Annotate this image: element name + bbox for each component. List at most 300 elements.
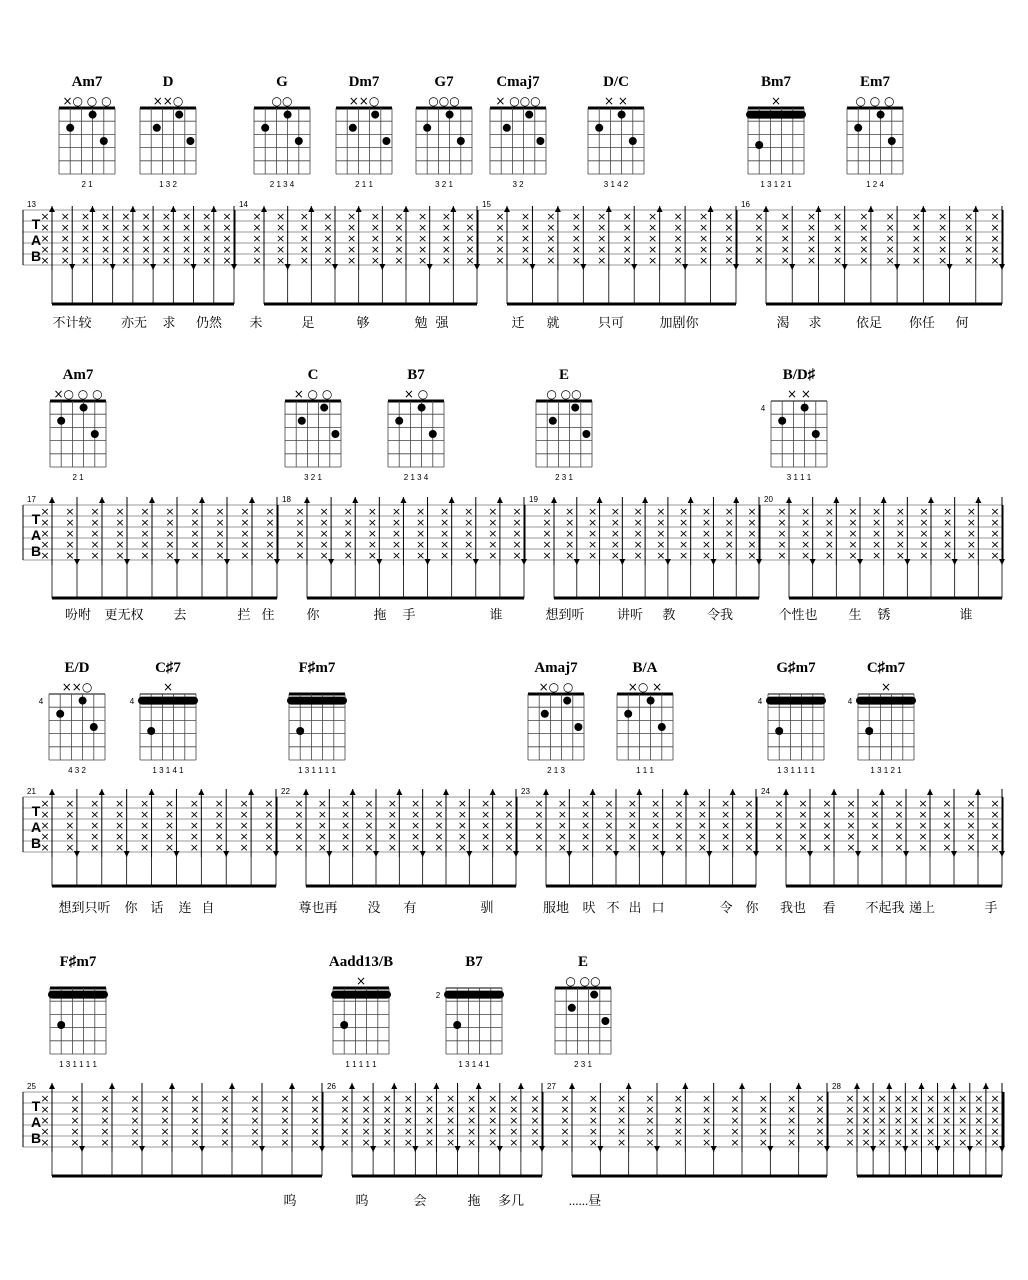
arrow-head — [49, 497, 55, 503]
note-x: × — [747, 516, 757, 529]
note-x: × — [724, 254, 734, 267]
note-x: × — [679, 516, 689, 529]
finger-dot — [457, 137, 465, 145]
note-x: × — [530, 1103, 540, 1116]
string-marks: ○ ○ ○ — [855, 94, 895, 108]
arrow-head — [455, 1146, 461, 1152]
note-x: × — [189, 808, 199, 821]
note-x: × — [343, 549, 353, 562]
note-x: × — [560, 1125, 570, 1138]
barre-bar — [766, 697, 826, 705]
chord-diagram — [847, 74, 903, 189]
note-x: × — [323, 221, 333, 234]
note-x: × — [846, 830, 856, 843]
note-x: × — [610, 538, 620, 551]
note-x: × — [181, 210, 192, 223]
measure-number: 26 — [327, 1082, 336, 1091]
note-x: × — [340, 1092, 350, 1105]
arrow-head — [69, 264, 75, 270]
note-x: × — [121, 232, 131, 245]
strum-note — [295, 497, 310, 598]
arrow-head — [879, 789, 885, 795]
note-x: × — [846, 808, 856, 821]
lyric-syllable: 何 — [955, 315, 969, 330]
arrow-head — [231, 264, 237, 270]
system-2 — [23, 367, 1005, 622]
note-x: × — [370, 210, 380, 223]
note-x: × — [445, 1114, 456, 1127]
note-x: × — [622, 221, 632, 234]
note-x: × — [90, 808, 100, 821]
arrow-head — [613, 851, 619, 857]
lyric-syllable: 未 — [249, 315, 263, 330]
note-x: × — [747, 527, 757, 540]
arrow-head — [711, 1146, 717, 1152]
note-x: × — [100, 1114, 110, 1127]
arrow-head — [767, 1146, 773, 1152]
note-x: × — [60, 221, 70, 234]
strum-note — [774, 789, 789, 886]
strum-note — [634, 497, 649, 598]
note-x: × — [787, 1114, 797, 1127]
finger-dot — [536, 137, 544, 145]
note-x: × — [115, 841, 125, 854]
note-x: × — [295, 549, 305, 562]
note-x: × — [70, 1103, 80, 1116]
note-x: × — [942, 841, 952, 854]
note-x: × — [919, 516, 929, 529]
chord-diagram — [388, 367, 444, 482]
strum-note — [759, 1083, 774, 1176]
note-x: × — [702, 1136, 712, 1149]
arrow-head — [824, 1146, 830, 1152]
strum-note — [90, 497, 105, 598]
lyric-syllable: 会 — [413, 1193, 427, 1208]
measure-number: 23 — [521, 787, 530, 796]
finger-dot — [382, 137, 390, 145]
finger-dot — [91, 430, 99, 438]
arrow-head — [370, 1146, 376, 1152]
arrow-head — [49, 789, 55, 795]
lyrics-line — [283, 1193, 601, 1208]
note-x: × — [990, 243, 1000, 256]
tab-clef-letter: A — [30, 527, 42, 543]
note-x: × — [895, 538, 905, 551]
note-x: × — [467, 1092, 477, 1105]
note-x: × — [774, 841, 784, 854]
note-x: × — [974, 1114, 984, 1127]
arrow-head — [174, 559, 180, 565]
note-x: × — [488, 1103, 498, 1116]
lyric-syllable: 驯 — [480, 900, 494, 915]
finger-dot — [423, 124, 431, 132]
arrow-head — [590, 789, 596, 795]
note-x: × — [367, 516, 377, 529]
tab-clef-letter: T — [31, 216, 41, 232]
arrow-head — [894, 264, 900, 270]
arrow-head — [683, 789, 689, 795]
note-x: × — [893, 1103, 903, 1116]
lyric-syllable: 呜 — [355, 1193, 369, 1208]
note-x: × — [215, 538, 225, 551]
arrow-head — [427, 264, 433, 270]
note-x: × — [189, 830, 199, 843]
arrow-head — [868, 206, 874, 212]
note-x: × — [264, 819, 274, 832]
note-x: × — [347, 221, 357, 234]
note-x: × — [40, 254, 50, 267]
note-x: × — [214, 797, 224, 810]
note-x: × — [565, 527, 575, 540]
note-x: × — [139, 819, 150, 832]
note-x: × — [571, 221, 581, 234]
measure-number: 22 — [281, 787, 290, 796]
note-x: × — [367, 527, 377, 540]
note-x: × — [250, 1125, 260, 1138]
arrow-head — [665, 559, 671, 565]
note-x: × — [504, 830, 514, 843]
note-x: × — [467, 1103, 477, 1116]
fingering-numbers: 3 2 1 — [435, 180, 453, 189]
string-marks: ○○○ — [428, 94, 460, 108]
note-x: × — [40, 527, 50, 540]
arrow-head — [350, 789, 356, 795]
note-x: × — [702, 1114, 712, 1127]
lyric-syllable: 没 — [367, 900, 381, 915]
note-x: × — [464, 549, 474, 562]
fingering-numbers: 1 3 1 1 1 1 — [298, 766, 336, 775]
note-x: × — [310, 1125, 320, 1138]
note-x: × — [571, 254, 581, 267]
arrow-head — [857, 559, 863, 565]
arrow-head — [74, 559, 80, 565]
note-x: × — [361, 1136, 371, 1149]
note-x: × — [464, 505, 474, 518]
note-x: × — [343, 516, 353, 529]
note-x: × — [299, 254, 309, 267]
note-x: × — [214, 841, 224, 854]
strum-note — [388, 789, 403, 886]
barre-bar — [331, 991, 391, 999]
finger-dot — [618, 111, 626, 119]
chord-name: G — [276, 74, 288, 90]
note-x: × — [440, 527, 450, 540]
note-x: × — [457, 797, 467, 810]
finger-dot — [66, 124, 74, 132]
note-x: × — [966, 830, 976, 843]
fret-number: 4 — [847, 697, 853, 706]
note-x: × — [645, 1136, 655, 1149]
string-marks: ○ ○○ — [546, 387, 582, 401]
note-x: × — [990, 1125, 1000, 1138]
barre-bar — [746, 111, 806, 119]
chord-name: C♯m7 — [866, 660, 906, 676]
strum-note — [115, 497, 130, 598]
note-x: × — [530, 1092, 540, 1105]
finger-dot — [57, 1021, 65, 1029]
note-x: × — [645, 1114, 655, 1127]
note-x: × — [115, 516, 125, 529]
note-x: × — [674, 808, 684, 821]
note-x: × — [90, 505, 100, 518]
arrow-head — [708, 206, 714, 212]
arrow-head — [403, 206, 409, 212]
arrow-head — [149, 789, 155, 795]
note-x: × — [40, 232, 50, 245]
note-x: × — [488, 538, 498, 551]
note-x: × — [440, 538, 450, 551]
note-x: × — [942, 1103, 952, 1116]
note-x: × — [347, 232, 357, 245]
note-x: × — [893, 1125, 903, 1138]
note-x: × — [990, 505, 1000, 518]
note-x: × — [40, 1114, 50, 1127]
note-x: × — [943, 505, 953, 518]
fingering-numbers: 3 1 1 1 — [786, 473, 812, 482]
note-x: × — [100, 1092, 110, 1105]
note-x: × — [557, 797, 567, 810]
note-x: × — [894, 808, 904, 821]
note-x: × — [990, 797, 1000, 810]
note-x: × — [418, 254, 428, 267]
finger-dot — [658, 723, 666, 731]
note-x: × — [434, 819, 444, 832]
note-x: × — [202, 254, 212, 267]
system-3 — [23, 660, 1005, 915]
chord-diagram — [416, 74, 472, 189]
note-x: × — [310, 1103, 320, 1116]
note-x: × — [702, 1092, 712, 1105]
note-x: × — [40, 1125, 50, 1138]
note-x: × — [387, 830, 397, 843]
note-x: × — [861, 1114, 871, 1127]
arrow-head — [139, 1146, 145, 1152]
note-x: × — [141, 221, 151, 234]
note-x: × — [509, 1114, 519, 1127]
fingering-numbers: 2 1 3 4 — [403, 473, 429, 482]
note-x: × — [65, 505, 75, 518]
note-x: × — [597, 210, 607, 223]
fret-number: 4 — [129, 697, 135, 706]
note-x: × — [651, 797, 661, 810]
note-x: × — [780, 210, 790, 223]
strum-note — [848, 497, 863, 598]
note-x: × — [141, 243, 151, 256]
finger-dot — [429, 430, 437, 438]
note-x: × — [872, 538, 882, 551]
note-x: × — [424, 1114, 435, 1127]
string-marks: ×○ ○ — [538, 680, 574, 694]
note-x: × — [387, 819, 397, 832]
note-x: × — [424, 1125, 435, 1138]
note-x: × — [90, 797, 100, 810]
arrow-head — [74, 851, 80, 857]
note-x: × — [403, 1092, 413, 1105]
note-x: × — [90, 538, 100, 551]
note-x: × — [730, 1092, 740, 1105]
note-x: × — [160, 1114, 170, 1127]
note-x: × — [441, 210, 451, 223]
arrow-head — [476, 1083, 482, 1089]
note-x: × — [534, 797, 544, 810]
note-x: × — [161, 243, 171, 256]
note-x: × — [364, 819, 374, 832]
note-x: × — [220, 1125, 230, 1138]
note-x: × — [364, 808, 374, 821]
note-x: × — [140, 505, 150, 518]
tab-staff — [23, 200, 1005, 304]
note-x: × — [90, 516, 100, 529]
fingering-numbers: 1 3 1 4 1 — [458, 1060, 490, 1069]
strum-note — [440, 497, 455, 598]
note-x: × — [40, 808, 50, 821]
fingering-numbers: 3 2 1 — [304, 473, 322, 482]
strum-note — [974, 1083, 989, 1176]
note-x: × — [101, 254, 111, 267]
note-x: × — [542, 527, 552, 540]
note-x: × — [990, 527, 1000, 540]
note-x: × — [160, 1092, 170, 1105]
arrow-head — [373, 851, 379, 857]
note-x: × — [627, 841, 637, 854]
note-x: × — [801, 527, 811, 540]
chord-name: B/A — [632, 660, 658, 676]
finger-dot — [90, 723, 98, 731]
note-x: × — [622, 254, 632, 267]
note-x: × — [581, 819, 591, 832]
note-x: × — [190, 505, 200, 518]
note-x: × — [115, 549, 125, 562]
note-x: × — [724, 243, 734, 256]
lyric-syllable: 尊也再 — [298, 900, 338, 915]
finger-dot — [147, 727, 155, 735]
note-x: × — [40, 819, 50, 832]
note-x: × — [587, 527, 598, 540]
note-x: × — [415, 527, 426, 540]
note-x: × — [434, 830, 444, 843]
note-x: × — [488, 1136, 498, 1149]
note-x: × — [161, 232, 171, 245]
note-x: × — [394, 221, 404, 234]
note-x: × — [140, 538, 150, 551]
note-x: × — [319, 516, 329, 529]
note-x: × — [674, 819, 684, 832]
note-x: × — [100, 1103, 110, 1116]
note-x: × — [80, 254, 91, 267]
note-x: × — [937, 243, 948, 256]
note-x: × — [604, 797, 614, 810]
strum-note — [896, 497, 911, 598]
arrow-head — [274, 559, 280, 565]
measure-number: 25 — [27, 1082, 36, 1091]
finger-dot — [854, 124, 862, 132]
note-x: × — [895, 527, 905, 540]
note-x: × — [546, 221, 556, 234]
note-x: × — [411, 841, 421, 854]
note-x: × — [264, 841, 274, 854]
chord-diagram — [588, 74, 644, 189]
note-x: × — [299, 210, 309, 223]
note-x: × — [139, 797, 150, 810]
note-x: × — [343, 505, 353, 518]
note-x: × — [744, 830, 754, 843]
chord-diagram — [848, 660, 916, 775]
note-x: × — [633, 549, 643, 562]
note-x: × — [747, 538, 757, 551]
note-x: × — [509, 1092, 519, 1105]
arrow-head — [109, 1083, 115, 1089]
arrow-head — [642, 497, 648, 503]
note-x: × — [457, 808, 467, 821]
note-x: × — [40, 210, 50, 223]
arrow-head — [450, 206, 456, 212]
note-x: × — [60, 254, 70, 267]
note-x: × — [495, 221, 505, 234]
lyric-syllable: 服地 — [542, 900, 570, 915]
note-x: × — [252, 254, 262, 267]
note-x: × — [161, 254, 171, 267]
note-x: × — [424, 1092, 435, 1105]
note-x: × — [239, 797, 249, 810]
note-x: × — [966, 516, 976, 529]
chord-name: C♯7 — [155, 660, 181, 676]
arrow-head — [682, 264, 688, 270]
note-x: × — [697, 797, 707, 810]
note-x: × — [504, 819, 514, 832]
note-x: × — [239, 819, 249, 832]
note-x: × — [319, 549, 329, 562]
arrow-head — [636, 789, 642, 795]
string-marks: × ○○○ — [495, 94, 541, 108]
note-x: × — [139, 808, 150, 821]
note-x: × — [798, 830, 808, 843]
note-x: × — [587, 538, 598, 551]
arrow-head — [124, 559, 130, 565]
chord-name: Amaj7 — [534, 660, 578, 676]
note-x: × — [239, 841, 249, 854]
note-x: × — [777, 527, 787, 540]
note-x: × — [343, 538, 353, 551]
note-x: × — [859, 221, 869, 234]
note-x: × — [240, 549, 250, 562]
arrow-head — [249, 497, 255, 503]
lyric-syllable: 求 — [162, 315, 176, 330]
note-x: × — [190, 1125, 200, 1138]
note-x: × — [295, 505, 305, 518]
note-x: × — [165, 549, 175, 562]
note-x: × — [859, 210, 869, 223]
note-x: × — [411, 808, 421, 821]
note-x: × — [60, 232, 70, 245]
arrow-head — [973, 206, 979, 212]
note-x: × — [387, 797, 397, 810]
note-x: × — [434, 808, 444, 821]
note-x: × — [893, 1114, 903, 1127]
note-x: × — [697, 819, 707, 832]
arrow-head — [654, 1146, 660, 1152]
system-4 — [23, 954, 1005, 1208]
note-x: × — [294, 797, 304, 810]
chord-name: F♯m7 — [59, 954, 97, 970]
note-x: × — [560, 1114, 570, 1127]
note-x: × — [418, 210, 428, 223]
note-x: × — [130, 1136, 140, 1149]
note-x: × — [565, 505, 575, 518]
barre-bar — [138, 697, 198, 705]
lyric-syllable: 有 — [403, 900, 417, 915]
fingering-numbers: 2 1 3 — [547, 766, 565, 775]
note-x: × — [341, 841, 351, 854]
